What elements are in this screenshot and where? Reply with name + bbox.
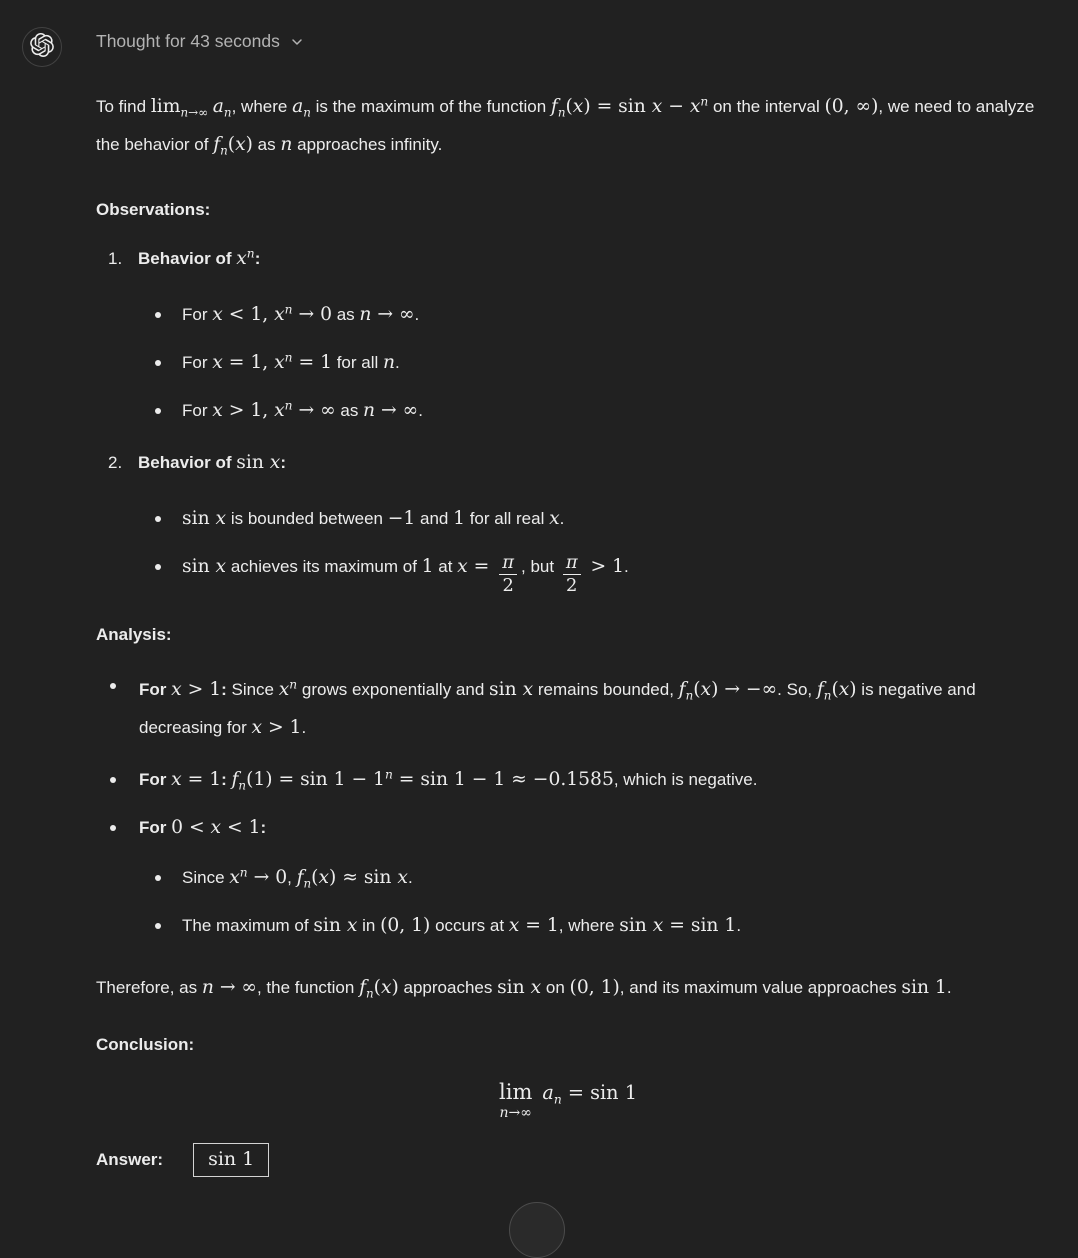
therefore-paragraph: Therefore, as n → ∞, the function $f_n(x)$ approaches sin x on (0, 1), and its maximum value approaches sin 1. bbox=[96, 977, 952, 1001]
sub-bullet-list bbox=[138, 300, 1040, 426]
bullet-dot bbox=[155, 360, 161, 366]
bullet-dot bbox=[155, 408, 161, 414]
thought-duration-toggle[interactable] bbox=[96, 31, 305, 52]
bullet-dot bbox=[155, 312, 161, 318]
bullet-dot bbox=[110, 683, 116, 689]
list-item: For x = 1, $x^n = 1$ for all n. bbox=[155, 348, 1040, 378]
intro-paragraph: To find $\lim_{n\to\infty} a_n$, where $a_n$ is the maximum of the function $f_n(x) = \sin x - x^n$ on the interval (0, ∞), we need to analyze the behavior of $f_n(x)$ as n approaches infinity. bbox=[96, 94, 1035, 158]
conclusion-equation bbox=[96, 1079, 1040, 1121]
observations-list bbox=[96, 244, 1040, 595]
analysis-list bbox=[96, 671, 1040, 941]
observations-heading: Observations: bbox=[96, 200, 211, 219]
sub-bullet-list bbox=[138, 504, 1040, 595]
list-item: sin x is bounded between −1 and 1 for all real x. bbox=[155, 504, 1040, 534]
answer-label: Answer: bbox=[96, 1150, 164, 1169]
bullet-dot bbox=[155, 923, 161, 929]
assistant-avatar bbox=[22, 27, 62, 67]
sub-bullet-list bbox=[139, 863, 1040, 941]
thought-duration-label: Thought for 43 seconds bbox=[96, 31, 280, 51]
list-number: 2. bbox=[108, 453, 123, 472]
limit-operator: lim n→∞ bbox=[499, 1080, 533, 1121]
list-item: sin x achieves its maximum of 1 at x = $\frac{\pi}{2}$ , but $\frac{\pi}{2}$ > 1. bbox=[155, 552, 1040, 595]
equation-rhs: $a_n = \sin 1$ bbox=[542, 1081, 637, 1107]
list-item-title: For 0 < x < 1: bbox=[139, 817, 267, 838]
bullet-dot bbox=[155, 516, 161, 522]
list-item bbox=[96, 813, 1040, 941]
bullet-dot bbox=[155, 564, 161, 570]
list-number: 1. bbox=[108, 249, 123, 268]
answer-row bbox=[96, 1143, 1040, 1177]
bullet-dot bbox=[110, 777, 116, 783]
analysis-heading: Analysis: bbox=[96, 625, 172, 644]
openai-logo-icon bbox=[30, 33, 54, 62]
list-item bbox=[96, 244, 1040, 426]
list-item-title: Behavior of $x^n$: bbox=[138, 246, 261, 269]
list-item: For x > 1, $x^n$ → ∞ as n → ∞. bbox=[155, 396, 1040, 426]
list-item: The maximum of sin x in (0, 1) occurs at x = 1, where sin x = sin 1. bbox=[155, 911, 1040, 941]
list-item: For x > 1: Since $x^n$ grows exponentially and sin x remains bounded, $f_n(x)$ → −∞. So, $f_n(x)$ is negative and decreasing for x > 1. bbox=[96, 671, 1040, 747]
list-item: For x < 1, $x^n \to 0$ as n → ∞. bbox=[155, 300, 1040, 330]
answer-box: sin 1 bbox=[193, 1143, 269, 1177]
list-item-title: Behavior of sin x: bbox=[138, 452, 287, 473]
scroll-to-bottom-button[interactable] bbox=[509, 1202, 565, 1258]
list-item: Since $x^n \to 0$, $f_n(x) \approx \sin x$. bbox=[155, 863, 1040, 893]
conclusion-heading: Conclusion: bbox=[96, 1035, 195, 1054]
chevron-down-icon bbox=[289, 34, 305, 50]
bullet-dot bbox=[155, 875, 161, 881]
list-item bbox=[96, 448, 1040, 595]
list-item: For x = 1: $f_n(1) = \sin 1 - 1^n = \sin 1 - 1 \approx -0.1585$, which is negative. bbox=[96, 765, 1040, 795]
bullet-dot bbox=[110, 825, 116, 831]
